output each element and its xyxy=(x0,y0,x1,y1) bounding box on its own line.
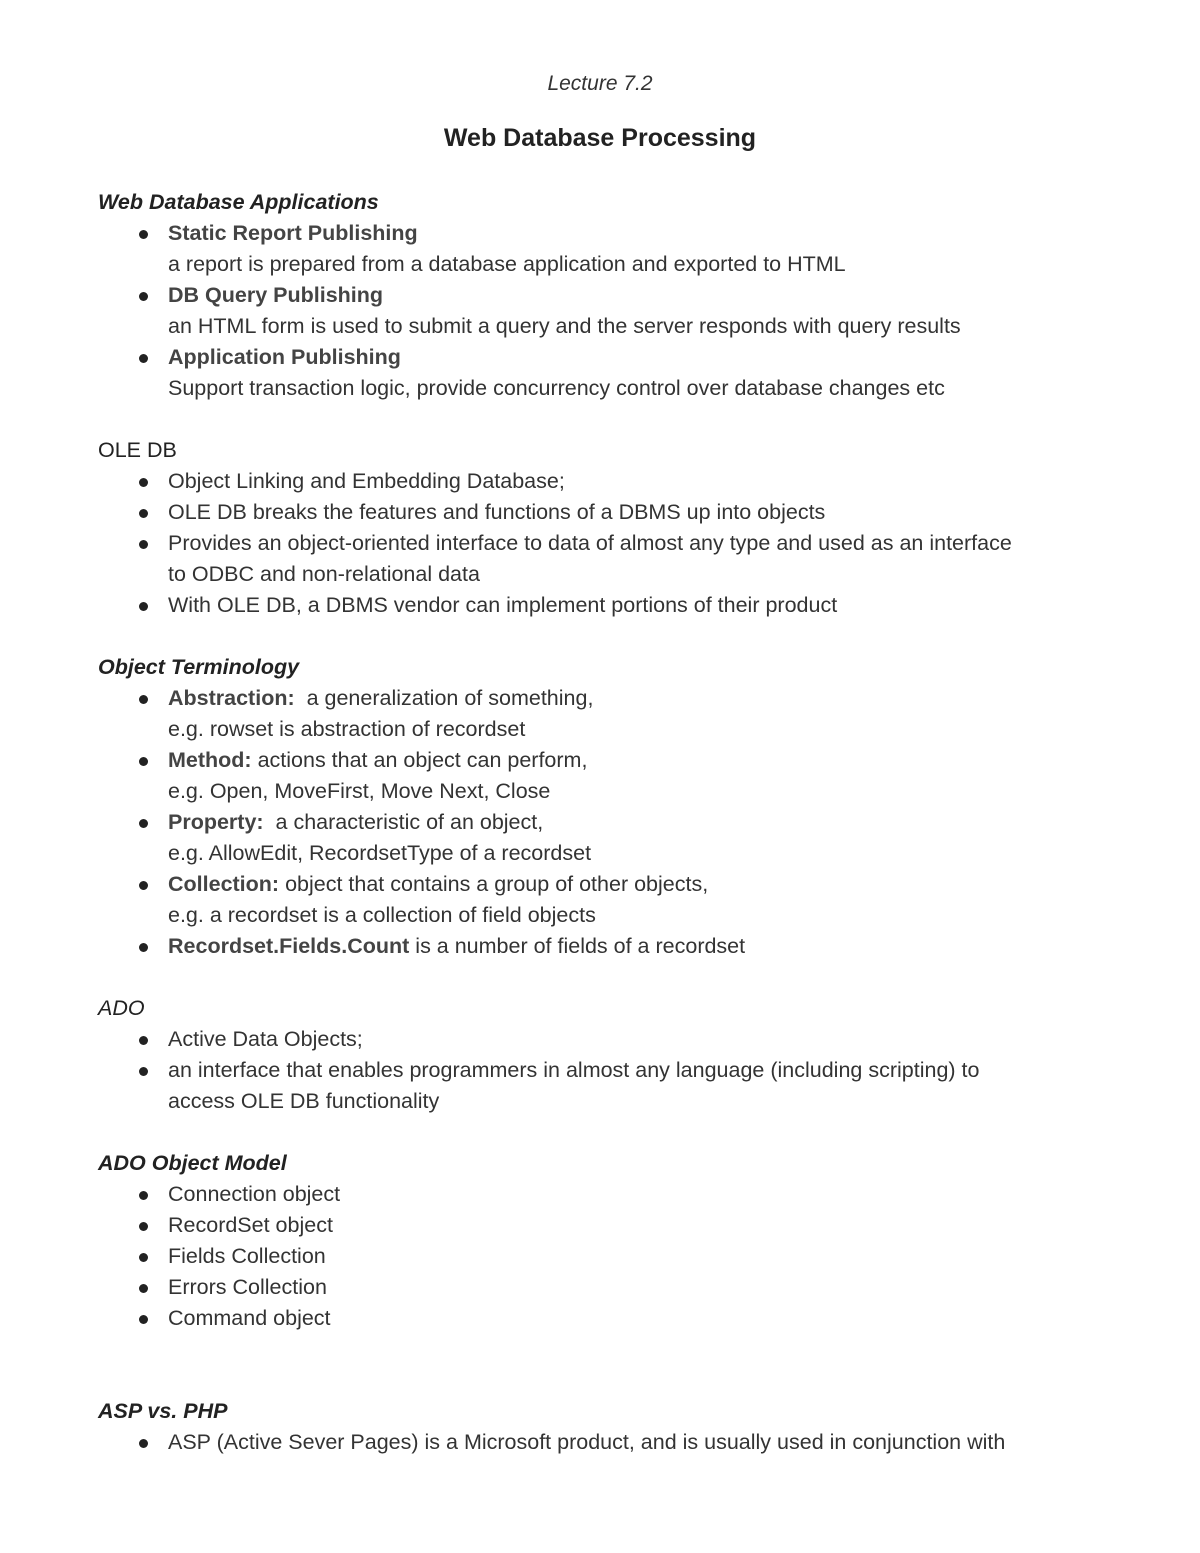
item-description: an HTML form is used to submit a query and the server responds with query results xyxy=(168,314,961,338)
list-item xyxy=(98,280,1128,342)
bullet-icon xyxy=(139,292,148,301)
list-item xyxy=(98,1024,1128,1055)
bullet-icon xyxy=(139,1439,148,1448)
spacer xyxy=(98,962,1128,993)
lecture-label: Lecture 7.2 xyxy=(547,72,653,95)
item-text-continued: to ODBC and non-relational data xyxy=(168,562,480,586)
list-item xyxy=(98,807,1128,869)
item-text: ASP (Active Sever Pages) is a Microsoft product, and is usually used in conjunction with xyxy=(168,1430,1006,1454)
list-item xyxy=(98,1210,1128,1241)
item-text: object that contains a group of other objects, xyxy=(279,872,709,896)
bullet-icon xyxy=(139,1067,148,1076)
bullet-icon xyxy=(139,943,148,952)
bullet-icon xyxy=(139,602,148,611)
item-text: RecordSet object xyxy=(168,1213,333,1237)
list-item xyxy=(98,590,1128,621)
list-item xyxy=(98,1303,1128,1334)
list-item xyxy=(98,931,1128,962)
section-heading-asp-vs-php: ASP vs. PHP xyxy=(98,1399,228,1423)
bullet-icon xyxy=(139,819,148,828)
section-heading-ole-db: OLE DB xyxy=(98,438,177,462)
list-item xyxy=(98,1272,1128,1303)
bullet-icon xyxy=(139,478,148,487)
list-item xyxy=(98,1427,1128,1458)
section-heading-object-terminology: Object Terminology xyxy=(98,655,300,679)
spacer xyxy=(98,621,1128,652)
asp-vs-php-list xyxy=(98,1427,1128,1458)
section-heading-ado: ADO xyxy=(98,996,145,1020)
list-item xyxy=(98,466,1128,497)
page-title: Web Database Processing xyxy=(443,124,757,152)
list-item xyxy=(98,869,1128,931)
list-item xyxy=(98,528,1128,590)
item-line xyxy=(168,745,1128,776)
item-term: Property: xyxy=(168,810,264,834)
spacer xyxy=(98,404,1128,435)
item-text: With OLE DB, a DBMS vendor can implement portions of their product xyxy=(168,593,838,617)
bullet-icon xyxy=(139,881,148,890)
bullet-icon xyxy=(139,1222,148,1231)
item-example: e.g. a recordset is a collection of field objects xyxy=(168,903,596,927)
item-text: a generalization of something, xyxy=(294,686,594,710)
bullet-icon xyxy=(139,1284,148,1293)
item-text: a characteristic of an object, xyxy=(263,810,544,834)
bullet-icon xyxy=(139,354,148,363)
item-text: Connection object xyxy=(168,1182,341,1206)
bullet-icon xyxy=(139,757,148,766)
list-item xyxy=(98,745,1128,807)
item-term: Application Publishing xyxy=(168,345,401,369)
document-body xyxy=(98,187,1128,1458)
bullet-icon xyxy=(139,1036,148,1045)
item-term: Recordset.Fields.Count xyxy=(168,934,410,958)
ado-list xyxy=(98,1024,1128,1117)
list-item xyxy=(98,497,1128,528)
bullet-icon xyxy=(139,1191,148,1200)
web-db-apps-list xyxy=(98,218,1128,404)
section-heading-ado-object-model: ADO Object Model xyxy=(98,1151,287,1175)
list-item xyxy=(98,218,1128,280)
item-term: DB Query Publishing xyxy=(168,283,384,307)
item-text: Fields Collection xyxy=(168,1244,326,1268)
spacer xyxy=(98,1117,1128,1148)
item-text: Provides an object-oriented interface to data of almost any type and used as an interface xyxy=(168,531,1012,555)
list-item xyxy=(98,1179,1128,1210)
bullet-icon xyxy=(139,540,148,549)
item-term: Abstraction: xyxy=(168,686,295,710)
item-description: Support transaction logic, provide concurrency control over database changes etc xyxy=(168,376,945,400)
item-line xyxy=(168,931,1128,962)
item-text: Object Linking and Embedding Database; xyxy=(168,469,565,493)
item-text-continued: access OLE DB functionality xyxy=(168,1089,440,1113)
item-line xyxy=(168,869,1128,900)
bullet-icon xyxy=(139,1315,148,1324)
item-example: e.g. AllowEdit, RecordsetType of a recordset xyxy=(168,841,592,865)
list-item xyxy=(98,683,1128,745)
bullet-icon xyxy=(139,1253,148,1262)
list-item xyxy=(98,1055,1128,1117)
section-heading-web-db-apps: Web Database Applications xyxy=(98,190,379,214)
item-text: an interface that enables programmers in almost any language (including scripting) to xyxy=(168,1058,980,1082)
bullet-icon xyxy=(139,509,148,518)
spacer xyxy=(98,1334,1128,1396)
list-item xyxy=(98,342,1128,404)
ado-object-model-list xyxy=(98,1179,1128,1334)
item-example: e.g. rowset is abstraction of recordset xyxy=(168,717,526,741)
item-text: Errors Collection xyxy=(168,1275,327,1299)
item-description: a report is prepared from a database application and exported to HTML xyxy=(168,252,846,276)
item-text: Active Data Objects; xyxy=(168,1027,363,1051)
item-text: actions that an object can perform, xyxy=(251,748,588,772)
ole-db-list xyxy=(98,466,1128,621)
list-item xyxy=(98,1241,1128,1272)
item-term: Collection: xyxy=(168,872,280,896)
item-text: is a number of fields of a recordset xyxy=(409,934,746,958)
item-line xyxy=(168,683,1128,714)
bullet-icon xyxy=(139,695,148,704)
item-term: Method: xyxy=(168,748,252,772)
item-text: OLE DB breaks the features and functions of a DBMS up into objects xyxy=(168,500,826,524)
item-line xyxy=(168,807,1128,838)
item-term: Static Report Publishing xyxy=(168,221,418,245)
item-example: e.g. Open, MoveFirst, Move Next, Close xyxy=(168,779,551,803)
item-text: Command object xyxy=(168,1306,331,1330)
bullet-icon xyxy=(139,230,148,239)
object-terminology-list xyxy=(98,683,1128,962)
